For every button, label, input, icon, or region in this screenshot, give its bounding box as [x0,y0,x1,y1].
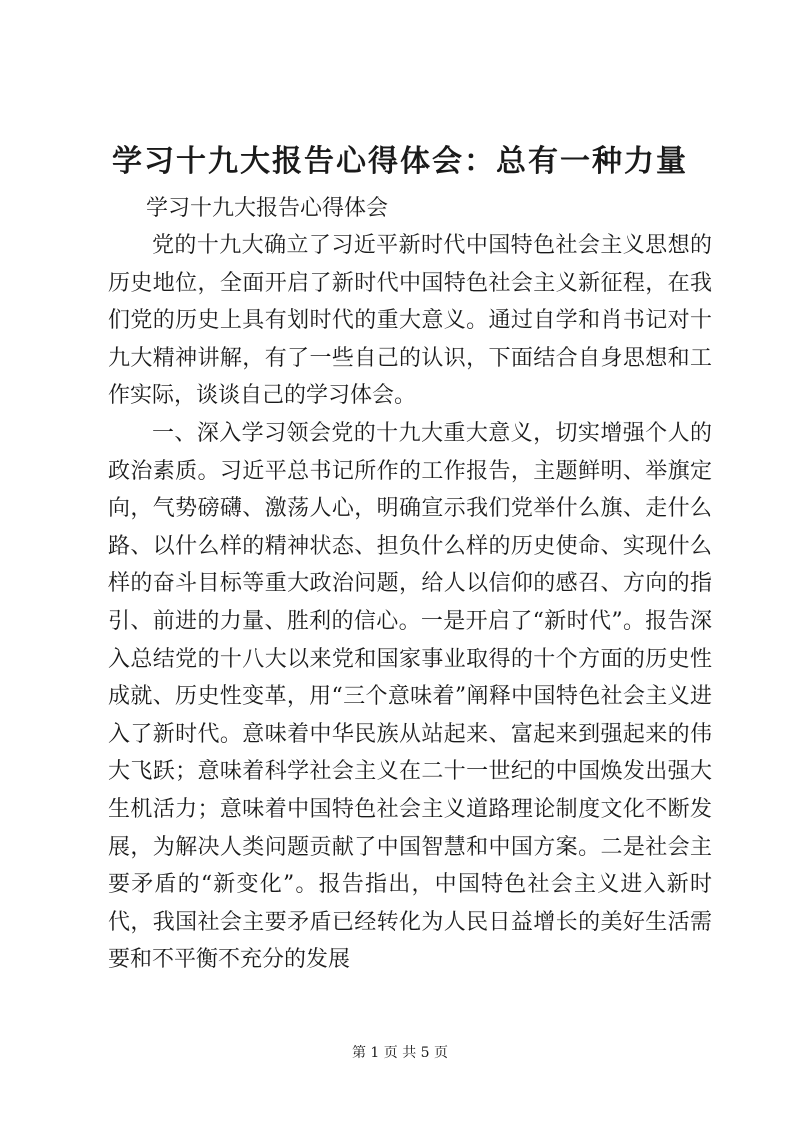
document-body [108,227,712,979]
paragraph-intro: 党的十九大确立了习近平新时代中国特色社会主义思想的历史地位，全面开启了新时代中国特色社会主义新征程，在我们党的历史上具有划时代的重大意义。通过自学和肖书记对十九大精神讲解，有了一些自己的认识，下面结合自身思想和工作实际，谈谈自己的学习体会。 [108,233,712,409]
page-number-footer: 第 1 页 共 5 页 [351,1045,449,1061]
paragraph-section-one: 一、深入学习领会党的十九大重大意义，切实增强个人的政治素质。习近平总书记所作的工作报告，主题鲜明、举旗定向，气势磅礴、激荡人心，明确宣示我们党举什么旗、走什么路、以什么样的精神状态、担负什么样的历史使命、实现什么样的奋斗目标等重大政治问题，给人以信仰的感召、方向的指引、前进的力量、胜利的信心。一是开启了“新时代”。报告深入总结党的十八大以来党和国家事业取得的十个方面的历史性成就、历史性变革，用“三个意味着”阐释中国特色社会主义进入了新时代。意味着中华民族从站起来、富起来到强起来的伟大飞跃；意味着科学社会主义在二十一世纪的中国焕发出强大生机活力；意味着中国特色社会主义道路理论制度文化不断发展，为解决人类问题贡献了中国智慧和中国方案。二是社会主要矛盾的“新变化”。报告指出，中国特色社会主义进入新时代，我国社会主要矛盾已经转化为人民日益增长的美好生活需要和不平衡不充分的发展 [108,420,712,973]
document-subtitle: 学习十九大报告心得体会 [146,196,389,221]
document-title: 学习十九大报告心得体会：总有一种力量 [112,144,688,179]
